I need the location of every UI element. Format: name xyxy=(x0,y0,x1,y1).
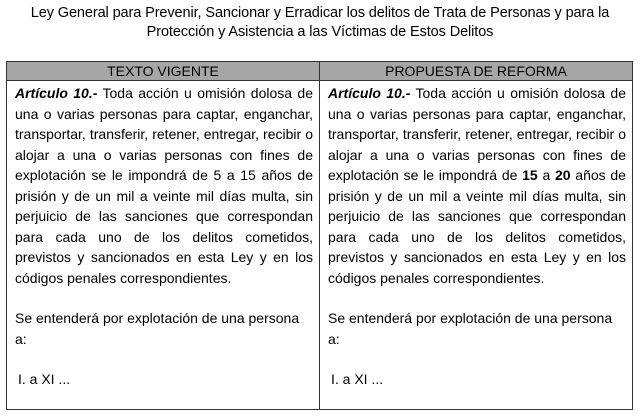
current-fractions: I. a XI ... xyxy=(18,371,71,387)
current-max-years: 15 xyxy=(240,167,256,183)
proposal-article-label: Artículo 10.- xyxy=(328,85,411,101)
page-title xyxy=(0,4,640,42)
proposal-article-paragraph xyxy=(328,83,626,288)
current-min-years: 5 xyxy=(213,167,222,183)
proposal-text-before: Toda acción u omisión dolosa de una o varias personas para captar, enganchar, transportar, transferir, retener, entregar, recibir o alojar a una o varias personas con fines de explotación se le impondrá de xyxy=(328,85,626,183)
proposal-min-years: 15 xyxy=(522,167,538,183)
current-text-before: Toda acción u omisión dolosa de una o varias personas para captar, enganchar, transportar, transferir, retener, entregar, recibir o alojar a una o varias personas con fines de explotación se le impondrá de xyxy=(15,85,313,183)
proposal-exploitation-text: Se entenderá por explotación de una persona a: xyxy=(328,310,613,347)
current-text-cell xyxy=(7,81,320,410)
proposal-text-between: a xyxy=(537,167,555,183)
content-row xyxy=(7,81,633,410)
header-proposal: PROPUESTA DE REFORMA xyxy=(320,62,633,81)
proposal-max-years: 20 xyxy=(554,167,571,183)
comparison-table xyxy=(6,61,633,410)
header-row xyxy=(7,62,633,81)
proposal-fractions: I. a XI ... xyxy=(331,371,384,387)
current-article-label: Artículo 10.- xyxy=(15,85,98,101)
header-current-text: TEXTO VIGENTE xyxy=(7,62,320,81)
current-text-after: años de prisión y de un mil a veinte mil días multa, sin perjuicio de las sanciones que correspondan para cada uno de los delitos cometidos, previstos y sancionados en esta Ley y en los códigos penales correspondientes. xyxy=(15,167,313,286)
title-line-1: Ley General para Prevenir, Sancionar y Erradicar los delitos de Trata de Personas y para la xyxy=(30,5,610,21)
current-article-paragraph xyxy=(15,83,313,288)
proposal-text-cell xyxy=(320,81,633,410)
title-line-2: Protección y Asistencia a las Víctimas de Estos Delitos xyxy=(146,24,494,40)
current-text-between: a xyxy=(221,167,241,183)
current-exploitation-text: Se entenderá por explotación de una persona a: xyxy=(15,310,300,347)
proposal-text-after: años de prisión y de un mil a veinte mil días multa, sin perjuicio de las sanciones que correspondan para cada uno de los delitos cometidos, previstos y sancionados en esta Ley y en los códigos penales correspondientes. xyxy=(328,167,626,286)
